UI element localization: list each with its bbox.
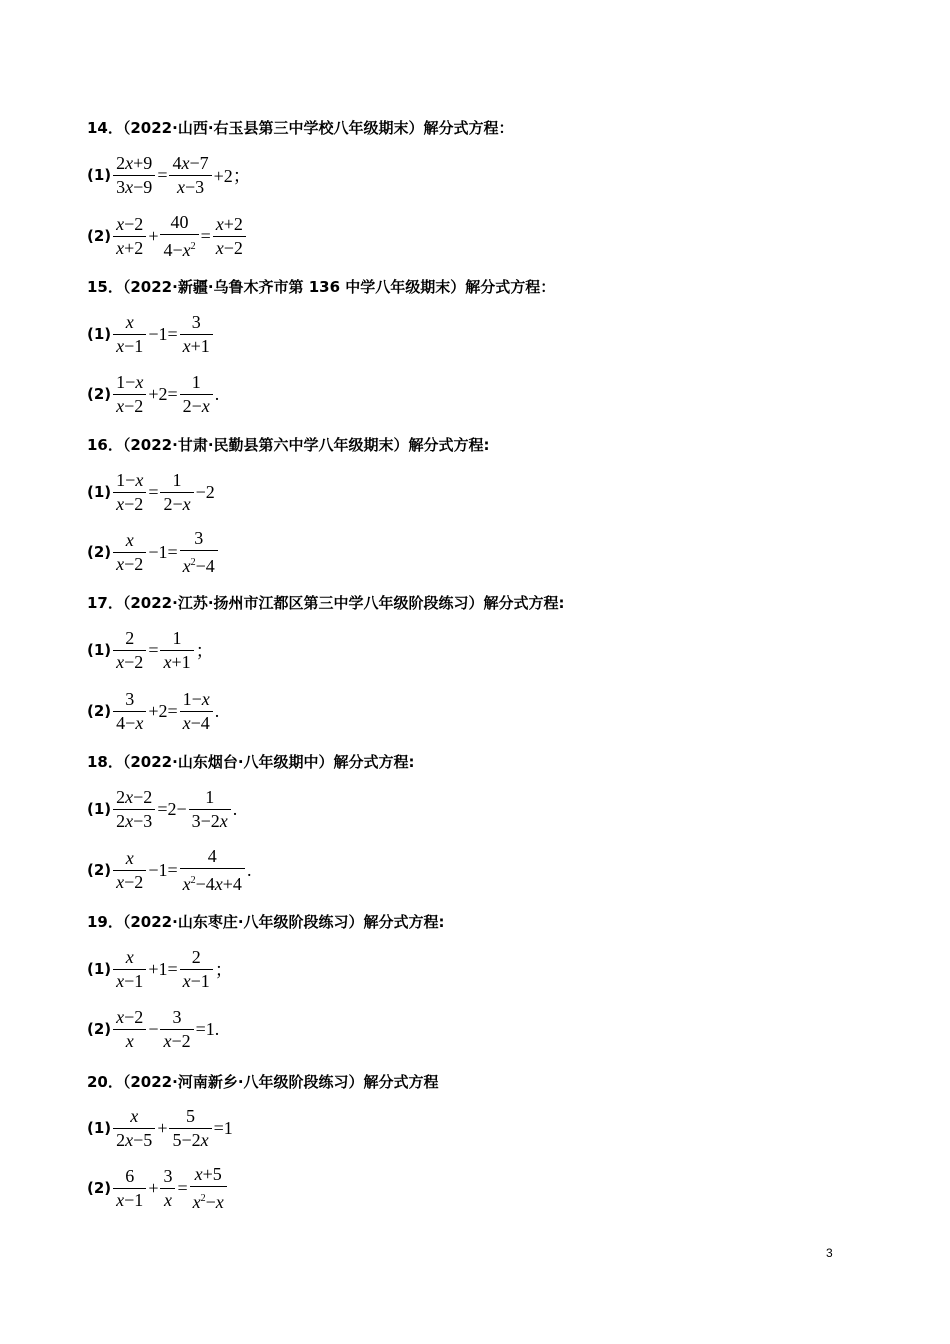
problem-16-heading: 16．（2022·甘肃·民勤县第六中学八年级期末）解分式方程: <box>87 436 490 454</box>
equation: $\frac{2}{x-2}$ = $\frac{1}{x+1}$ ； <box>112 628 214 673</box>
part-label: (2) <box>87 861 112 879</box>
equation: $\frac{x-2}{x+2}$ + $\frac{40}{4-x^2}$ = $\frac{x+2}{x-2}$ <box>112 212 247 261</box>
equation: $\frac{x}{x-2}$ −1= $\frac{4}{x^2-4x+4}$ . <box>112 846 251 895</box>
problem-17-part-2 <box>87 681 219 741</box>
problem-18-part-2 <box>87 840 251 900</box>
equation: $\frac{x}{x-1}$ +1= $\frac{2}{x-1}$ ； <box>112 947 234 992</box>
problem-16-part-2 <box>87 522 219 582</box>
problem-18-part-1 <box>87 779 237 839</box>
problem-14-heading: 14．（2022·山西·右玉县第三中学校八年级期末）解分式方程： <box>87 119 514 137</box>
equation: $\frac{2x+9}{3x-9}$ = $\frac{4x-7}{x-3}$ +2； <box>112 153 252 198</box>
problem-18-heading: 18．（2022·山东烟台·八年级期中）解分式方程: <box>87 753 415 771</box>
problem-15-part-2 <box>87 364 219 424</box>
equation: $\frac{x-2}{x}$ − $\frac{3}{x-2}$ =1. <box>112 1007 220 1052</box>
equation: $\frac{1-x}{x-2}$ = $\frac{1}{2-x}$ −2 <box>112 470 216 515</box>
part-label: (1) <box>87 1119 112 1137</box>
part-label: (1) <box>87 325 112 343</box>
part-label: (2) <box>87 1020 112 1038</box>
part-label: (1) <box>87 960 112 978</box>
part-label: (2) <box>87 543 112 561</box>
problem-17-part-1 <box>87 620 215 680</box>
problem-20-part-2 <box>87 1158 228 1218</box>
part-label: (1) <box>87 483 112 501</box>
part-label: (1) <box>87 641 112 659</box>
equation: $\frac{1-x}{x-2}$ +2= $\frac{1}{2-x}$ . <box>112 372 219 417</box>
part-label: (2) <box>87 227 112 245</box>
problem-14-part-1 <box>87 145 252 205</box>
problem-19-part-2 <box>87 999 220 1059</box>
page-number: 3 <box>826 1246 833 1260</box>
part-label: (1) <box>87 800 112 818</box>
problem-19-heading: 19．（2022·山东枣庄·八年级阶段练习）解分式方程: <box>87 913 445 931</box>
problem-14-part-2 <box>87 206 247 266</box>
part-label: (2) <box>87 1179 112 1197</box>
problem-15-heading: 15．（2022·新疆·乌鲁木齐市第 136 中学八年级期末）解分式方程： <box>87 278 556 296</box>
part-label: (2) <box>87 702 112 720</box>
problem-19-part-1 <box>87 939 234 999</box>
problem-20-heading: 20．（2022·河南新乡·八年级阶段练习）解分式方程 <box>87 1073 439 1091</box>
equation: $\frac{x}{x-1}$ −1= $\frac{3}{x+1}$ <box>112 312 214 357</box>
equation: $\frac{x}{x-2}$ −1= $\frac{3}{x^2-4}$ <box>112 528 219 577</box>
equation: $\frac{6}{x-1}$ + $\frac{3}{x}$ = $\frac{x+5}{x^2-x}$ <box>112 1164 228 1213</box>
part-label: (1) <box>87 166 112 184</box>
problem-20-part-1 <box>87 1098 234 1158</box>
problem-16-part-1 <box>87 462 216 522</box>
problem-15-part-1 <box>87 304 214 364</box>
equation: $\frac{3}{4-x}$ +2= $\frac{1-x}{x-4}$ . <box>112 689 219 734</box>
equation: $\frac{2x-2}{2x-3}$ =2− $\frac{1}{3-2x}$ . <box>112 787 237 832</box>
problem-17-heading: 17．（2022·江苏·扬州市江都区第三中学八年级阶段练习）解分式方程: <box>87 594 565 612</box>
equation: $\frac{x}{2x-5}$ + $\frac{5}{5-2x}$ =1 <box>112 1106 234 1151</box>
part-label: (2) <box>87 385 112 403</box>
